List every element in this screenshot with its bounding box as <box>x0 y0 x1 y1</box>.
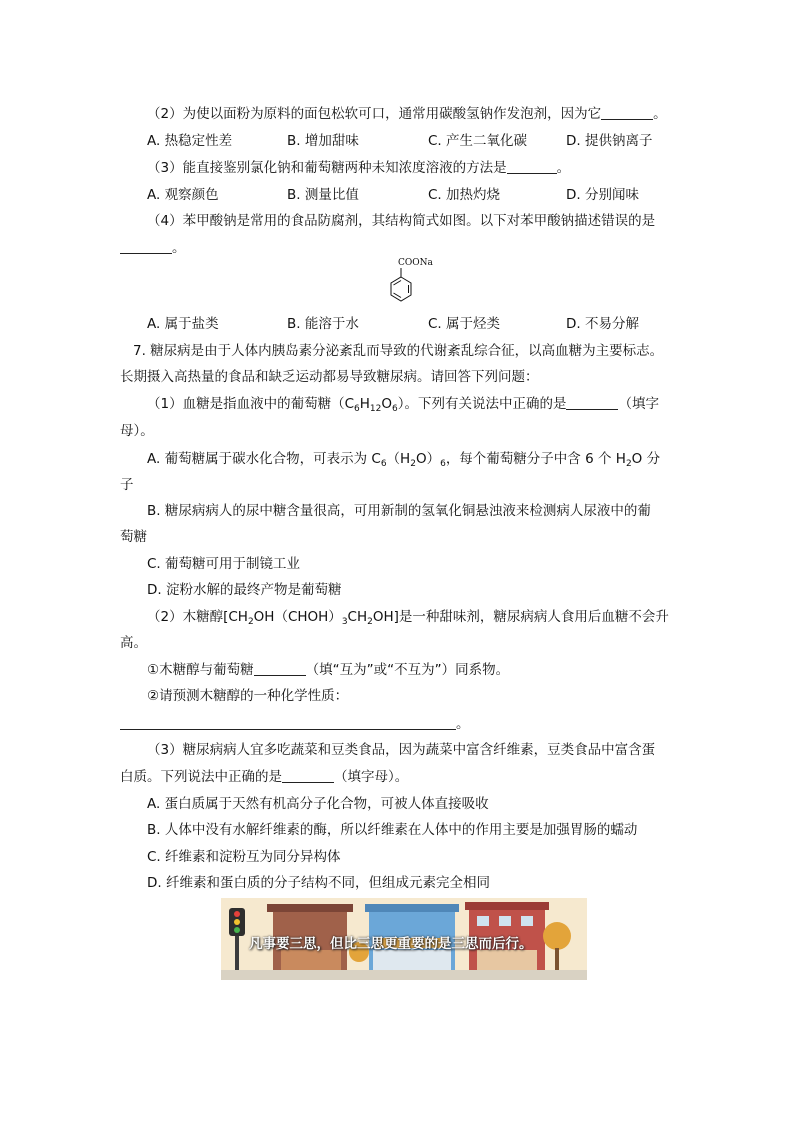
answer-blank <box>120 715 456 730</box>
question-7-part-1-cont: 母）。 <box>120 423 154 439</box>
option-a: A. 观察颜色 <box>147 187 219 203</box>
question-7-part-2: （2）木糖醇$[CH_2OH(CHOH)_3CH_2OH]$是一种甜味剂，糖尿病病人食用后血糖不会升 <box>147 609 669 627</box>
option-d: D. 提供钠离子 <box>566 133 653 149</box>
question-7-3-option-a: A. 蛋白质属于天然有机高分子化合物，可被人体直接吸收 <box>147 796 489 812</box>
answer-blank <box>120 239 172 254</box>
option-b: B. 增加甜味 <box>287 133 359 149</box>
option-a: A. 属于盐类 <box>147 316 219 332</box>
question-7-1-option-c: C. 葡萄糖可用于制镜工业 <box>147 556 301 572</box>
option-c: C. 产生二氧化碳 <box>428 133 528 149</box>
question-7-2-ii-blank-line: 。 <box>120 714 470 734</box>
answer-blank <box>601 105 653 120</box>
question-7-1-option-a: A. 葡萄糖属于碳水化合物，可表示为 $C_6(H_2O)_6$，每个葡萄糖分子中含 6 个 $H_2O$ 分 <box>147 451 661 469</box>
question-7-1-option-b-cont: 萄糖 <box>120 529 147 545</box>
motto-banner <box>221 898 587 980</box>
question-7-intro-line-1: 7. 糖尿病是由于人体内胰岛素分泌紊乱而导致的代谢紊乱综合征，以高血糖为主要标志。 <box>133 343 664 359</box>
motto-text: 凡事要三思，但比三思更重要的是三思而后行。 <box>249 936 533 952</box>
question-7-2-i: ①木糖醇与葡萄糖 （填“互为”或“不互为”）同系物。 <box>147 662 510 678</box>
question-3-stem: （3）能直接鉴别氯化钠和葡萄糖两种未知浓度溶液的方法是 。 <box>147 160 571 176</box>
option-c: C. 属于烃类 <box>428 316 501 332</box>
question-7-part-2-cont: 高。 <box>120 635 147 651</box>
question-2-options <box>147 131 707 151</box>
question-7-part-3-cont: 白质。下列说法中正确的是 （填字母）。 <box>120 769 409 785</box>
answer-blank <box>566 395 618 410</box>
question-7-3-option-c: C. 纤维素和淀粉互为同分异构体 <box>147 849 341 865</box>
question-7-part-3: （3）糖尿病病人宜多吃蔬菜和豆类食品，因为蔬菜中富含纤维素，豆类食品中富含蛋 <box>147 742 656 758</box>
question-3-options <box>147 185 707 205</box>
question-4-options <box>147 314 707 334</box>
sodium-benzoate-structure <box>384 255 444 307</box>
option-c: C. 加热灼烧 <box>428 187 501 203</box>
answer-blank <box>282 768 334 783</box>
question-7-part-1: （1）血糖是指血液中的葡萄糖$(C_6H_{12}O_6)$。下列有关说法中正确的是 （填字 <box>147 396 659 414</box>
answer-blank <box>254 661 306 676</box>
question-7-3-option-d: D. 纤维素和蛋白质的分子结构不同，但组成元素完全相同 <box>147 875 490 891</box>
question-7-intro-line-2: 长期摄入高热量的食品和缺乏运动都易导致糖尿病。请回答下列问题： <box>120 369 539 385</box>
question-2-stem: （2）为使以面粉为原料的面包松软可口，通常用碳酸氢钠作发泡剂，因为它 。 <box>147 106 667 122</box>
question-7-1-option-b: B. 糖尿病病人的尿中糖含量很高，可用新制的氢氧化铜悬浊液来检测病人尿液中的葡 <box>147 503 651 519</box>
answer-blank <box>507 159 557 174</box>
question-7-3-option-b: B. 人体中没有水解纤维素的酶，所以纤维素在人体中的作用主要是加强胃肠的蠕动 <box>147 822 638 838</box>
option-a: A. 热稳定性差 <box>147 133 233 149</box>
question-7-2-ii: ②请预测木糖醇的一种化学性质： <box>147 688 349 704</box>
option-b: B. 测量比值 <box>287 187 359 203</box>
structure-label: COONa <box>398 258 433 268</box>
question-4-blank-line: 。 <box>120 238 186 258</box>
question-7-1-option-d: D. 淀粉水解的最终产物是葡萄糖 <box>147 582 342 598</box>
question-4-stem: （4）苯甲酸钠是常用的食品防腐剂，其结构简式如图。以下对苯甲酸钠描述错误的是 <box>147 213 656 229</box>
option-b: B. 能溶于水 <box>287 316 359 332</box>
option-d: D. 分别闻味 <box>566 187 639 203</box>
option-d: D. 不易分解 <box>566 316 639 332</box>
question-7-1-option-a-cont: 子 <box>120 477 134 493</box>
